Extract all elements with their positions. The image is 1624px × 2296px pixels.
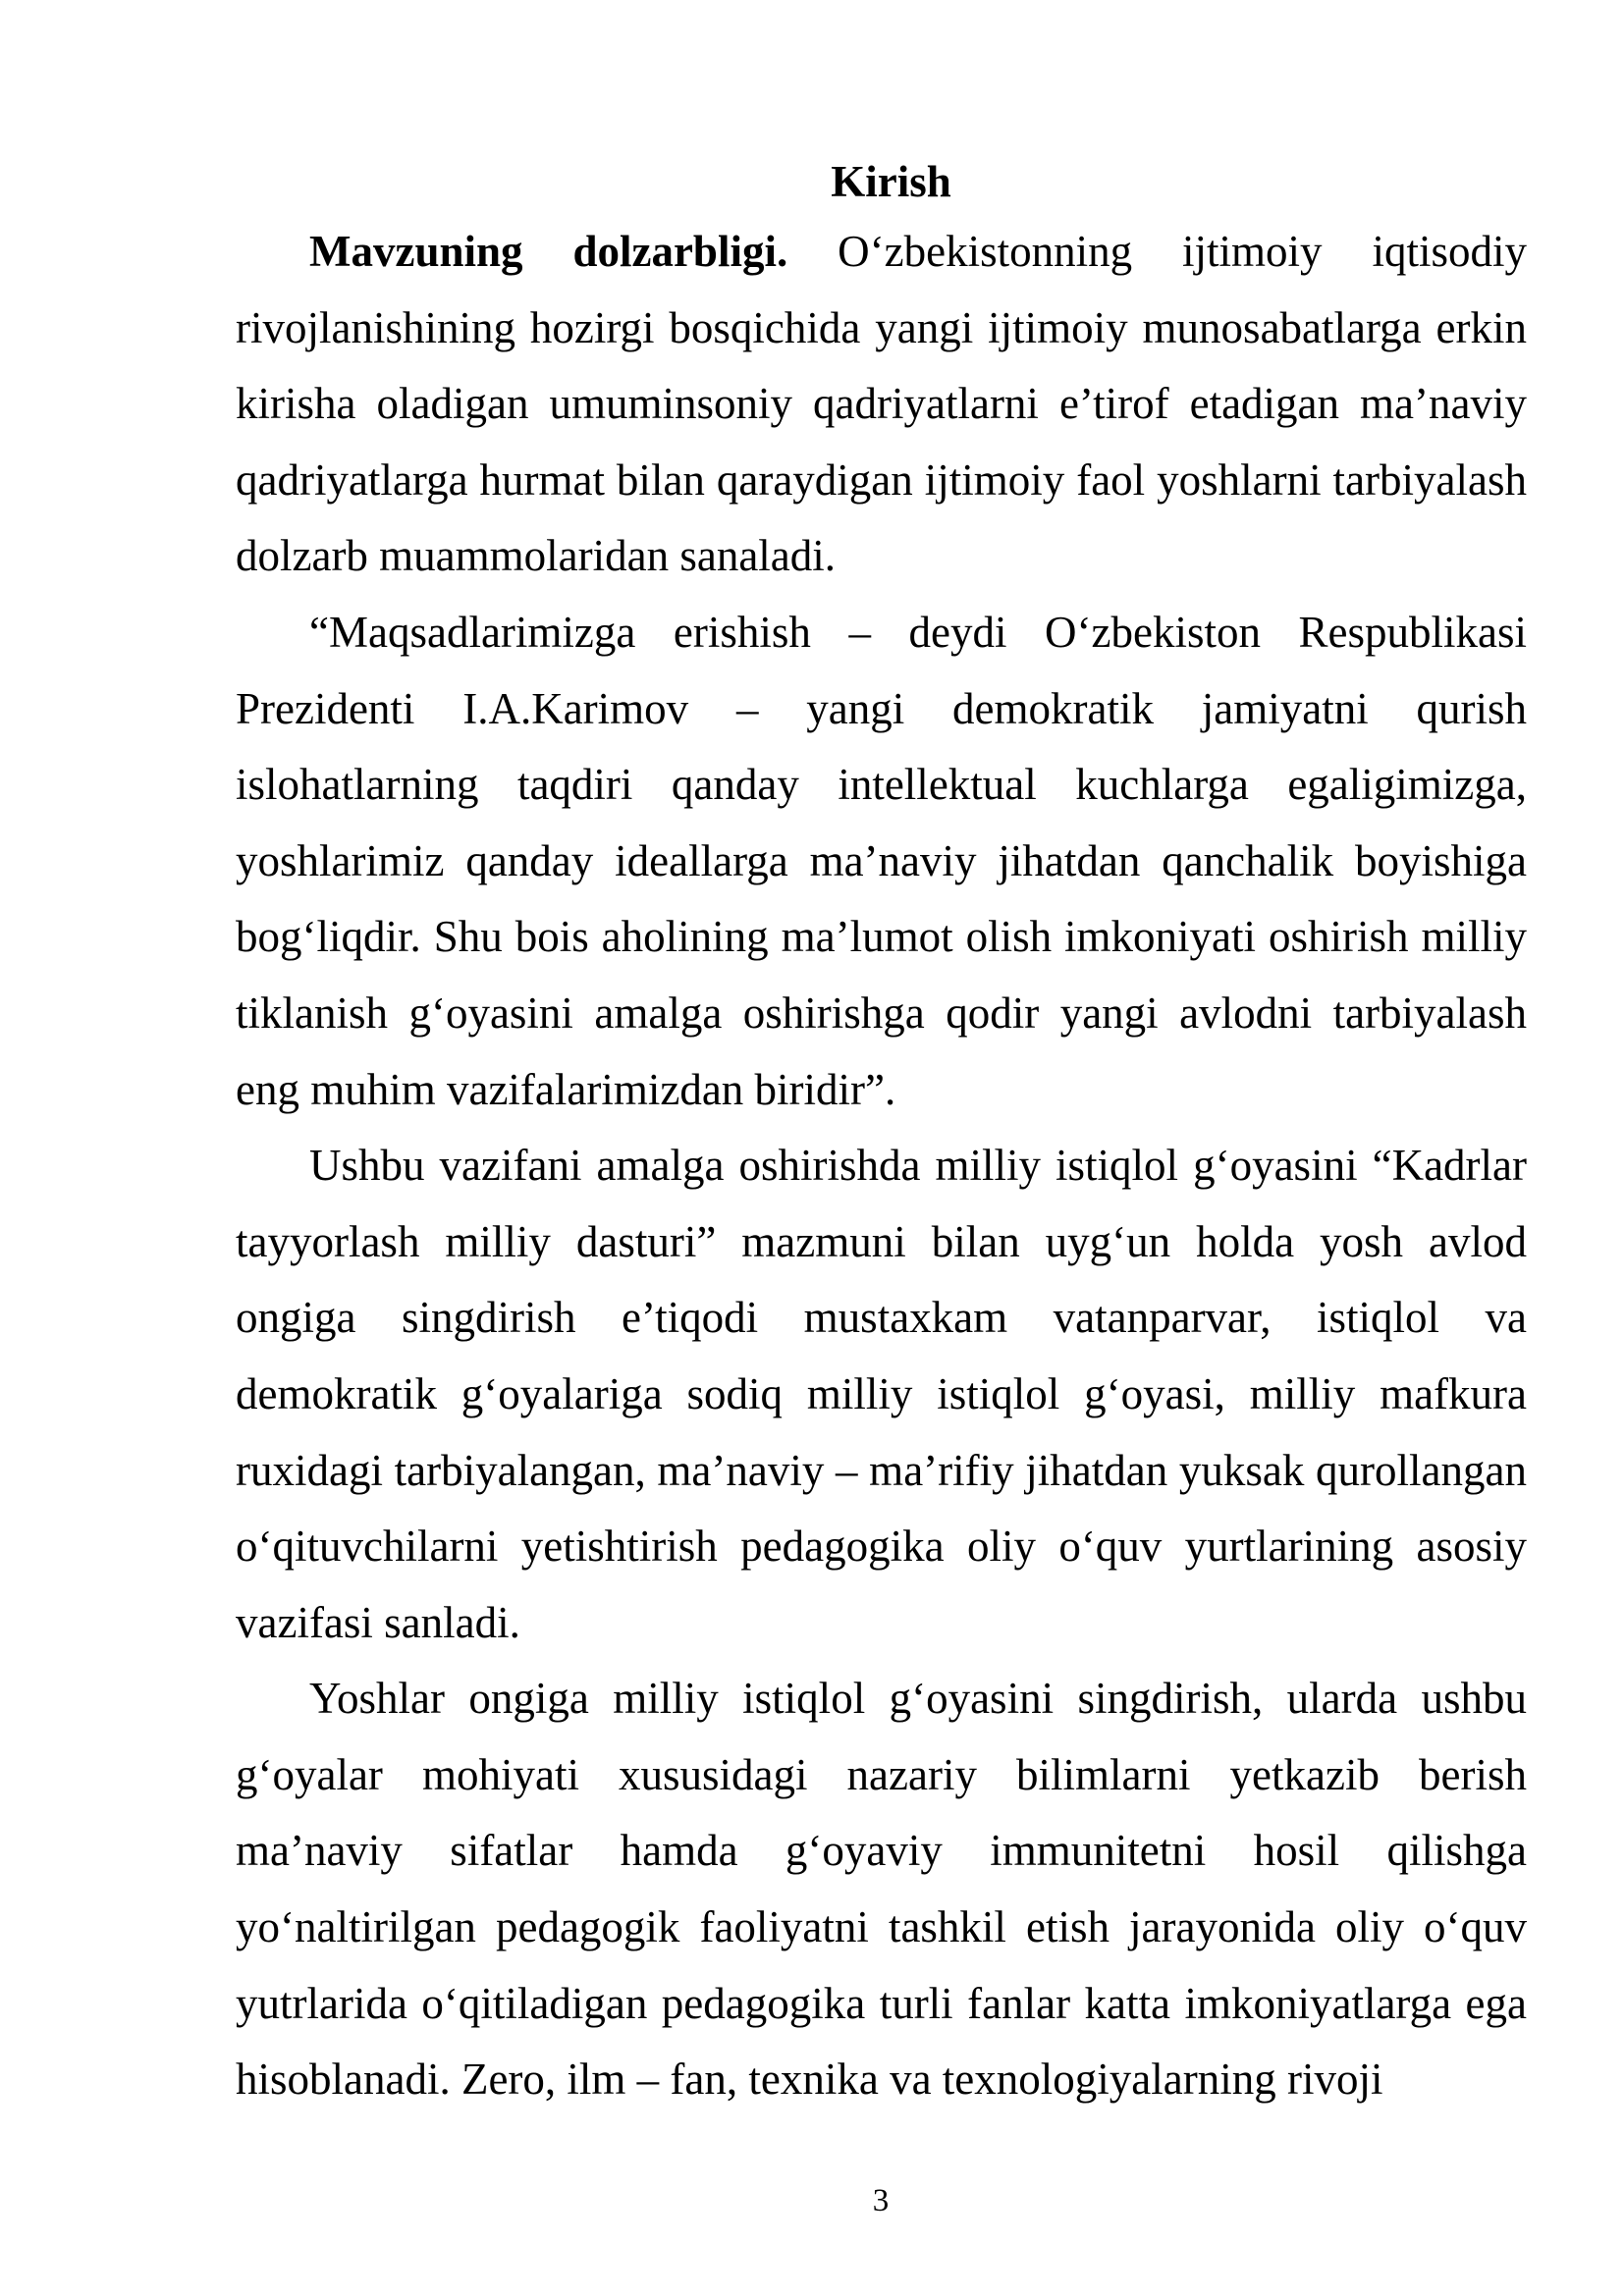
page-title: Kirish	[831, 157, 951, 206]
paragraph-lead: Mavzuning dolzarbligi.	[309, 227, 788, 276]
page-number: 3	[872, 2183, 890, 2218]
paragraph-text: O‘zbekistonning ijtimoiy iqtisodiy rivojlanishining hozirgi bosqichida yangi ijtimoiy munosabatlarga erkin kirisha oladigan umuminsoniy qadriyatlarni e’tirof etadigan ma’naviy qadriyatlarga hurmat bilan qaraydigan ijtimoiy faol yoshlarni tarbiyalash dolzarb muammolaridan sanaladi.	[236, 227, 1527, 581]
paragraph-relevance	[236, 214, 1527, 595]
paragraph-youth: Yoshlar ongiga milliy istiqlol g‘oyasini singdirish, ularda ushbu g‘oyalar mohiyati xususidagi nazariy bilimlarni yetkazib berish ma’naviy sifatlar hamda g‘oyaviy immunitetni hosil qilishga yo‘naltirilgan pedagogik faoliyatni tashkil etish jarayonida oliy o‘quv yutrlarida o‘qitiladigan pedagogika turli fanlar katta imkoniyatlarga ega hisoblanadi. Zero, ilm – fan, texnika va texnologiyalarning rivoji	[236, 1674, 1527, 2105]
paragraph-task: Ushbu vazifani amalga oshirishda milliy istiqlol g‘oyasini “Kadrlar tayyorlash milliy dasturi” mazmuni bilan uyg‘un holda yosh avlod ongiga singdirish e’tiqodi mustaxkam vatanparvar, istiqlol va demokratik g‘oyalariga sodiq milliy istiqlol g‘oyasi, milliy mafkura ruxidagi tarbiyalangan, ma’naviy – ma’rifiy jihatdan yuksak qurollangan o‘qituvchilarni yetishtirish pedagogika oliy o‘quv yurtlarining asosiy vazifasi sanladi.	[236, 1141, 1527, 1647]
paragraph-quote: “Maqsadlarimizga erishish – deydi O‘zbekiston Respublikasi Prezidenti I.A.Karimov – yangi demokratik jamiyatni qurish islohatlarning taqdiri qanday intellektual kuchlarga egaligimizga, yoshlarimiz qanday ideallarga ma’naviy jihatdan qanchalik boyishiga bog‘liqdir. Shu bois aholining ma’lumot olish imkoniyati oshirish milliy tiklanish g‘oyasini amalga oshirishga qodir yangi avlodni tarbiyalash eng muhim vazifalarimizdan biridir”.	[236, 607, 1527, 1114]
document-body	[236, 149, 1527, 2118]
